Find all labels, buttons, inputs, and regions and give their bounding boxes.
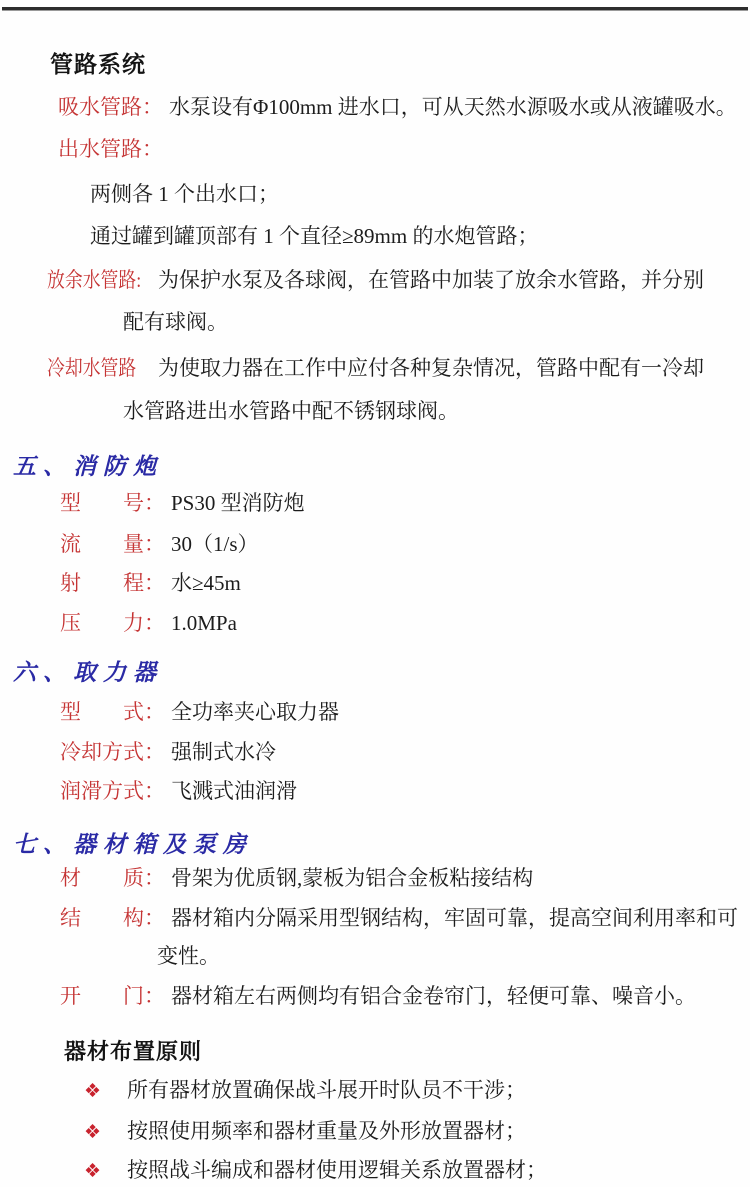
pto-cooling-label: 冷却方式： xyxy=(60,740,165,764)
pressure-label: 压 力： xyxy=(60,611,165,635)
pto-type-value: 全功率夹心取力器 xyxy=(171,700,339,724)
flow-value: 30（1/s） xyxy=(171,532,259,556)
structure-label: 结 构： xyxy=(60,906,165,930)
model-label: 型 号： xyxy=(60,491,165,515)
diamond-bullet-icon: ❖ xyxy=(84,1161,102,1182)
spec-row-pto-cooling xyxy=(60,740,276,764)
section-5-title: 五、消防炮 xyxy=(13,454,163,479)
spec-row-pto-type xyxy=(60,700,339,724)
top-rule-divider xyxy=(2,7,748,11)
pto-cooling-value: 强制式水冷 xyxy=(171,740,276,764)
pto-type-label: 型 式： xyxy=(60,700,165,724)
drain-pipe-label: 放余水管路: xyxy=(47,268,142,292)
doors-label: 开 门： xyxy=(60,984,165,1008)
pto-lubrication-label: 润滑方式： xyxy=(60,779,165,803)
material-value: 骨架为优质钢,蒙板为铝合金板粘接结构 xyxy=(171,866,534,890)
para-suction-pipe xyxy=(58,95,737,119)
layout-principles-title: 器材布置原则 xyxy=(64,1039,203,1064)
spec-row-flow xyxy=(60,532,259,556)
outlet-item-2: 通过罐到罐顶部有 1 个直径≥89mm 的水炮管路； xyxy=(90,224,539,248)
spec-row-pressure xyxy=(60,611,237,635)
range-label: 射 程： xyxy=(60,571,165,595)
range-value: 水≥45m xyxy=(171,571,241,595)
diamond-bullet-icon: ❖ xyxy=(84,1122,102,1143)
outlet-item-1: 两侧各 1 个出水口； xyxy=(90,182,279,206)
principle-item-2: 按照使用频率和器材重量及外形放置器材； xyxy=(127,1119,526,1143)
section-7-title: 七、器材箱及泵房 xyxy=(13,832,253,857)
model-value: PS30 型消防炮 xyxy=(171,491,305,515)
spec-row-model xyxy=(60,491,305,515)
suction-pipe-label: 吸水管路： xyxy=(58,95,163,119)
drain-pipe-text-line2: 配有球阀。 xyxy=(123,310,228,334)
pressure-value: 1.0MPa xyxy=(171,611,237,635)
structure-value: 器材箱内分隔采用型钢结构，牢固可靠，提高空间利用率和可 xyxy=(171,906,738,930)
cooling-pipe-text-line1: 为使取力器在工作中应付各种复杂情况，管路中配有一冷却 xyxy=(158,356,704,380)
cooling-pipe-label: 冷却水管路 xyxy=(47,356,137,380)
principle-item-1: 所有器材放置确保战斗展开时队员不干涉； xyxy=(127,1078,526,1102)
spec-row-pto-lubrication xyxy=(60,779,297,803)
material-label: 材 质： xyxy=(60,866,165,890)
spec-row-material xyxy=(60,866,533,890)
section-6-title: 六、取力器 xyxy=(13,660,163,685)
spec-row-range xyxy=(60,571,241,595)
spec-row-doors xyxy=(60,984,696,1008)
pipeline-section-title: 管路系统 xyxy=(50,51,146,77)
cooling-pipe-text-line2: 水管路进出水管路中配不锈钢球阀。 xyxy=(123,399,459,423)
pto-lubrication-value: 飞溅式油润滑 xyxy=(171,779,297,803)
structure-value-continuation: 变性。 xyxy=(157,944,220,968)
doors-value: 器材箱左右两侧均有铝合金卷帘门，轻便可靠、噪音小。 xyxy=(171,984,696,1008)
drain-pipe-text-line1: 为保护水泵及各球阀，在管路中加装了放余水管路，并分别 xyxy=(158,268,704,292)
suction-pipe-text: 水泵设有Φ100mm 进水口，可从天然水源吸水或从液罐吸水。 xyxy=(169,95,737,119)
principle-item-3: 按照战斗编成和器材使用逻辑关系放置器材； xyxy=(127,1158,547,1182)
flow-label: 流 量： xyxy=(60,532,165,556)
outlet-pipe-label: 出水管路： xyxy=(58,137,163,161)
spec-row-structure xyxy=(60,906,738,930)
diamond-bullet-icon: ❖ xyxy=(84,1081,102,1102)
